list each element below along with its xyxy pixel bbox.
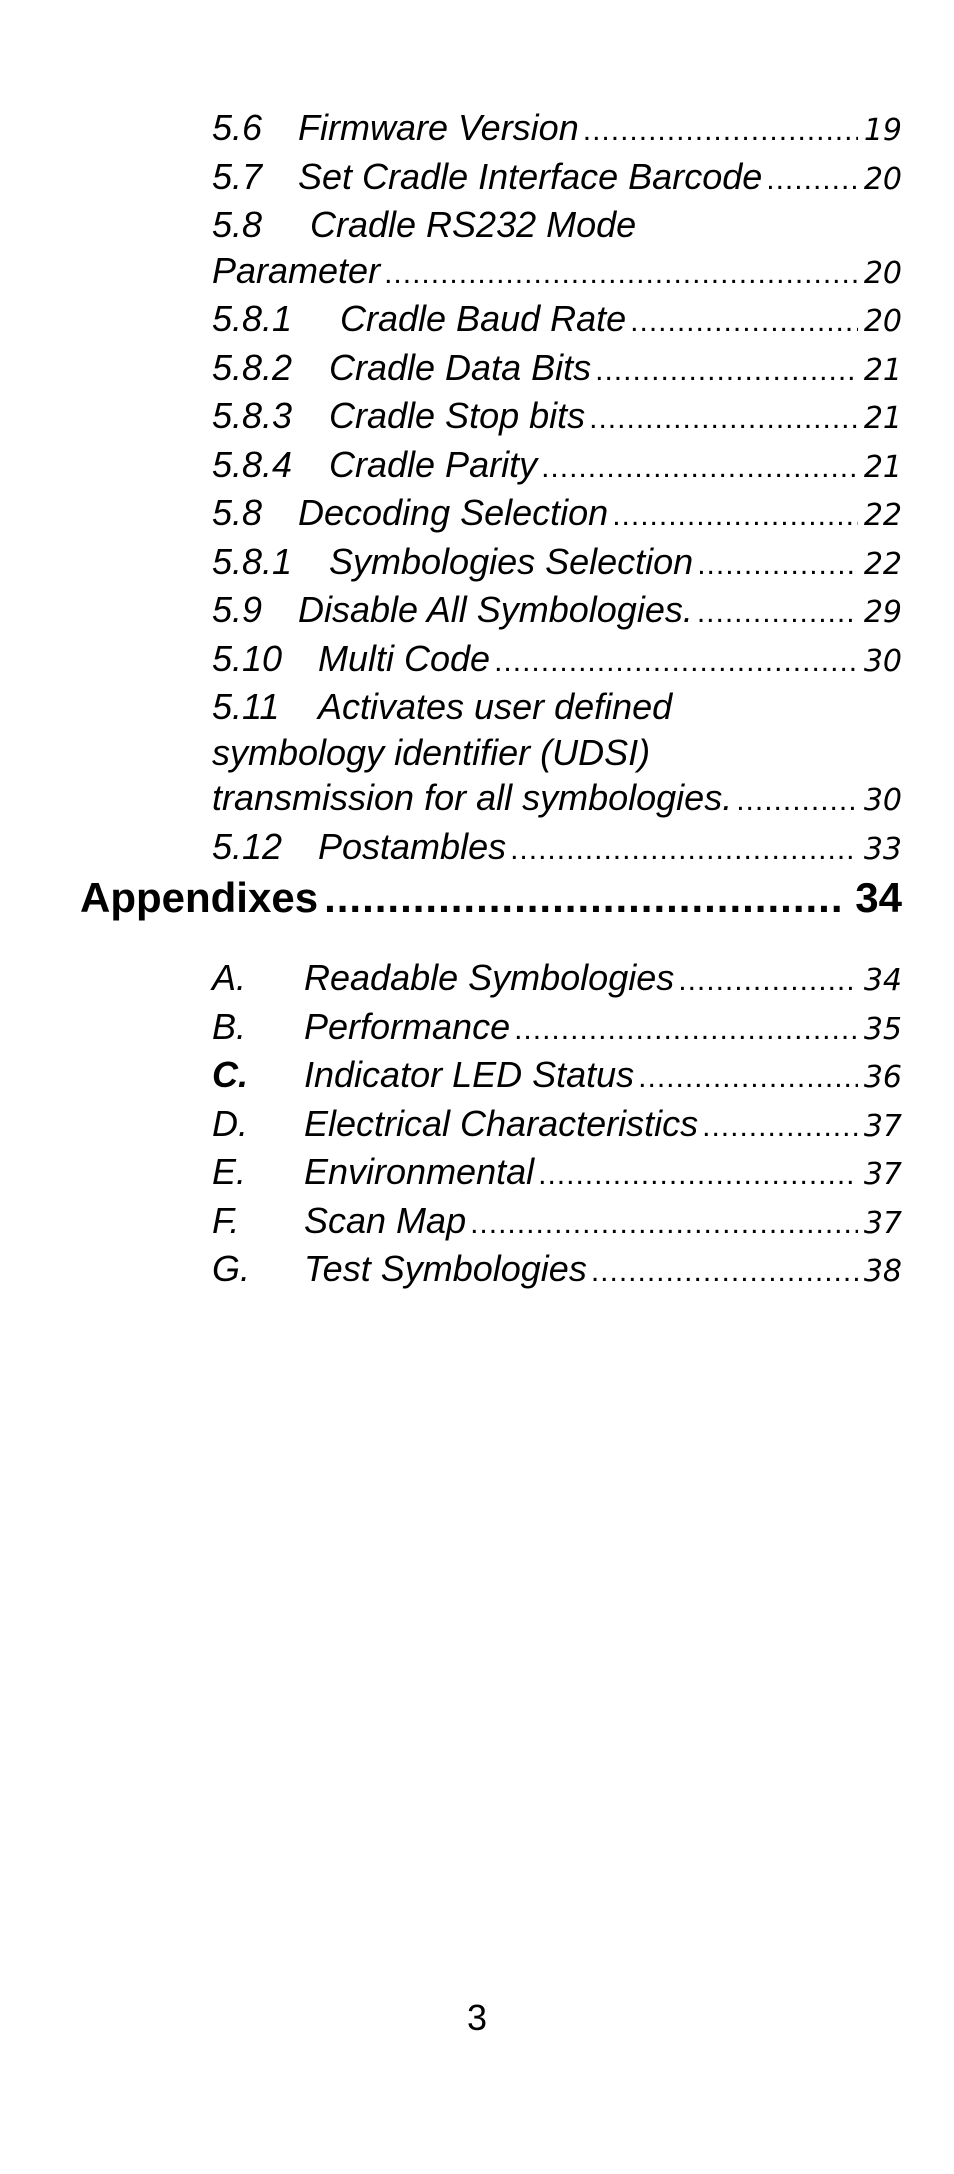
toc-entry-title: Cradle Parity xyxy=(329,443,538,485)
dot-leader xyxy=(638,1055,858,1101)
toc-entry-number: 5.8 xyxy=(212,204,263,245)
toc-entry-page: 21 xyxy=(863,449,902,485)
dot-leader xyxy=(514,1007,858,1053)
toc-entry-page: 29 xyxy=(863,595,902,630)
toc-entry-title: Cradle Stop bits xyxy=(329,395,586,436)
appendix-page: 35 xyxy=(863,1011,902,1047)
appendix-page: 38 xyxy=(863,1254,902,1289)
dot-leader xyxy=(678,958,858,1004)
dot-leader xyxy=(736,778,858,824)
dot-leader xyxy=(589,396,858,442)
appendix-entry[interactable] xyxy=(212,1004,902,1053)
dot-leader xyxy=(384,251,858,297)
toc-entry-title: Cradle Baud Rate xyxy=(340,298,627,339)
toc-entry-page: 20 xyxy=(863,255,902,291)
toc-entry[interactable] xyxy=(212,296,902,345)
toc-entry-title: Set Cradle Interface Barcode xyxy=(298,155,763,197)
toc-entry-page: 19 xyxy=(863,113,902,148)
dot-leader xyxy=(583,108,858,154)
toc-entry-number: 5.6 xyxy=(212,107,263,148)
dot-leader xyxy=(595,348,858,394)
toc-entry-number: 5.8.1 xyxy=(212,298,293,339)
appendixes-heading-title: Appendixes xyxy=(80,874,319,921)
dot-leader xyxy=(324,872,845,924)
appendix-entry[interactable] xyxy=(212,1101,902,1150)
appendix-page: 34 xyxy=(863,963,902,998)
appendix-letter: F. xyxy=(212,1199,240,1241)
toc-entry-title-line1: Activates user defined xyxy=(318,686,673,727)
appendix-title: Indicator LED Status xyxy=(304,1054,635,1095)
toc-entry-number: 5.7 xyxy=(212,155,263,197)
toc-entry-page: 20 xyxy=(863,161,902,197)
toc-entry-title: Cradle Data Bits xyxy=(329,346,592,388)
toc-entry[interactable] xyxy=(212,105,902,154)
appendix-entry[interactable] xyxy=(212,1052,902,1101)
toc-entry-number: 5.11 xyxy=(212,686,280,727)
appendix-letter: G. xyxy=(212,1248,251,1289)
toc-entry-title: Decoding Selection xyxy=(298,492,609,533)
appendix-entry[interactable] xyxy=(212,955,902,1004)
appendix-title: Performance xyxy=(304,1005,511,1047)
dot-leader xyxy=(697,590,858,636)
toc-entry-title: Firmware Version xyxy=(298,107,579,148)
toc-entry[interactable] xyxy=(212,442,902,491)
toc-entry[interactable] xyxy=(212,345,902,394)
toc-entry-page: 33 xyxy=(863,831,902,867)
toc-entry-title: Disable All Symbologies. xyxy=(298,589,693,630)
dot-leader xyxy=(766,157,858,203)
toc-entry-number: 5.8.2 xyxy=(212,346,293,388)
toc-entry[interactable] xyxy=(212,154,902,203)
toc-entry-page: 21 xyxy=(863,401,902,436)
appendix-letter: B. xyxy=(212,1005,247,1047)
appendix-entry[interactable] xyxy=(212,1246,902,1295)
toc-entry-title: Symbologies Selection xyxy=(329,540,694,582)
appendix-entry[interactable] xyxy=(212,1198,902,1247)
toc-entry-title-line1: Cradle RS232 Mode xyxy=(310,204,637,245)
toc-entry-first-line xyxy=(212,684,902,730)
toc-entry-page: 22 xyxy=(863,498,902,533)
appendix-title: Scan Map xyxy=(304,1199,467,1241)
toc-entry-first-line xyxy=(212,202,902,248)
appendix-title: Electrical Characteristics xyxy=(304,1102,699,1144)
dot-leader xyxy=(612,493,858,539)
dot-leader xyxy=(510,827,858,873)
appendix-letter: D. xyxy=(212,1102,248,1144)
toc-entry[interactable] xyxy=(212,587,902,636)
toc-entry-page: 30 xyxy=(863,783,902,818)
toc-entry-page: 20 xyxy=(863,304,902,339)
dot-leader xyxy=(697,542,858,588)
toc-entry-title: transmission for all symbologies. xyxy=(212,777,733,818)
toc-entry[interactable] xyxy=(212,684,902,824)
toc-entry[interactable] xyxy=(212,490,902,539)
toc-entry[interactable] xyxy=(212,539,902,588)
toc-entry-number: 5.8.1 xyxy=(212,540,293,582)
dot-leader xyxy=(538,1152,858,1198)
dot-leader xyxy=(470,1201,858,1247)
dot-leader xyxy=(494,639,858,685)
dot-leader xyxy=(630,299,858,345)
appendix-page: 37 xyxy=(863,1205,902,1241)
appendixes-heading-page: 34 xyxy=(855,874,902,921)
appendix-page: 37 xyxy=(863,1108,902,1144)
dot-leader xyxy=(541,445,858,491)
toc-entry-title: Postambles xyxy=(318,825,507,867)
toc-entry[interactable] xyxy=(212,824,902,873)
toc-entry-page: 30 xyxy=(863,643,902,679)
table-of-contents xyxy=(212,105,902,872)
appendix-letter: A. xyxy=(212,957,247,998)
toc-entry-number: 5.9 xyxy=(212,589,263,630)
appendix-page: 36 xyxy=(863,1060,902,1095)
toc-entry-page: 22 xyxy=(863,546,902,582)
appendixes-heading[interactable] xyxy=(80,872,902,924)
dot-leader xyxy=(702,1104,858,1150)
toc-entry-number: 5.8 xyxy=(212,492,263,533)
toc-entry-number: 5.8.3 xyxy=(212,395,293,436)
appendix-title: Test Symbologies xyxy=(304,1248,587,1289)
appendix-page: 37 xyxy=(863,1157,902,1192)
appendix-letter: E. xyxy=(212,1151,247,1192)
toc-entry[interactable] xyxy=(212,393,902,442)
toc-entry-title: Parameter xyxy=(212,249,381,291)
appendix-list xyxy=(212,955,902,1295)
toc-entry[interactable] xyxy=(212,636,902,685)
dot-leader xyxy=(591,1249,858,1295)
toc-entry[interactable] xyxy=(212,202,902,296)
toc-entry-number: 5.12 xyxy=(212,825,283,867)
toc-entry-title: Multi Code xyxy=(318,637,491,679)
page-number: 3 xyxy=(466,1997,488,2038)
appendix-title: Environmental xyxy=(304,1151,535,1192)
appendix-entry[interactable] xyxy=(212,1149,902,1198)
toc-entry-title-line2: symbology identifier (UDSI) xyxy=(212,731,651,773)
appendix-title: Readable Symbologies xyxy=(304,957,675,998)
appendix-letter: C. xyxy=(212,1054,248,1095)
toc-entry-number: 5.8.4 xyxy=(212,443,293,485)
toc-entry-page: 21 xyxy=(863,352,902,388)
toc-entry-number: 5.10 xyxy=(212,637,283,679)
